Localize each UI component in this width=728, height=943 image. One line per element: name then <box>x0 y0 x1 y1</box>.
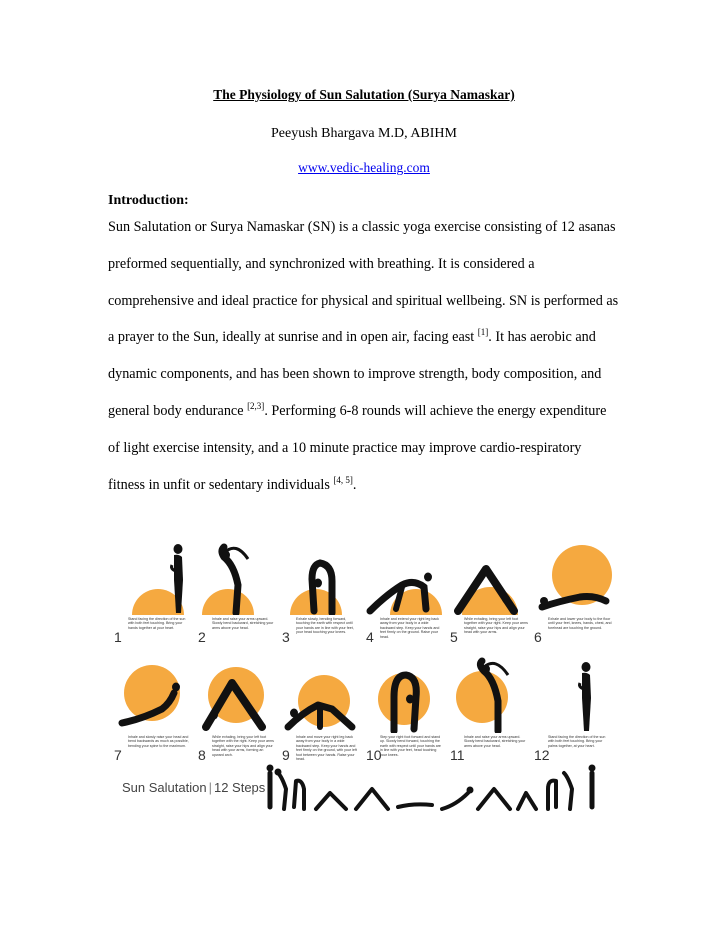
line-text: . <box>352 476 357 493</box>
figure-label <box>122 780 265 795</box>
step-number: 3 <box>282 629 290 645</box>
step-number: 5 <box>450 629 458 645</box>
citation: [4, 5] <box>333 474 353 485</box>
step-caption: Inhale and raise your arms upward. Slowly bend backward, stretching your arms above your head. <box>464 735 526 748</box>
pose-illustration <box>280 535 362 615</box>
author-line: Peeyush Bhargava M.D, ABIHM <box>270 126 457 141</box>
step-number: 6 <box>534 629 542 645</box>
step-number: 11 <box>450 747 465 763</box>
section-heading: Introduction: <box>108 193 189 208</box>
pose-illustration <box>280 653 362 733</box>
paragraph-line <box>108 327 638 364</box>
step-caption: While exhaling, bring your left foot together with the right. Keep your arms straight, raise your hips and align your head with your arms, forming an upward arch. <box>212 735 274 757</box>
step-cell <box>196 535 278 645</box>
introduction-paragraph <box>108 217 638 511</box>
paragraph-line: comprehensive and ideal practice for physical and spiritual wellbeing. SN is performed as <box>108 292 619 309</box>
pose-illustration <box>196 535 278 615</box>
step-cell <box>532 535 614 645</box>
pose-illustration <box>532 535 614 615</box>
pose-illustration <box>364 653 446 733</box>
step-number: 10 <box>366 747 382 763</box>
citation: [1] <box>477 327 489 338</box>
pose-illustration <box>448 535 530 615</box>
website-link[interactable]: www.vedic-healing.com <box>298 160 430 175</box>
step-caption: Inhale and slowly raise your head and bend backwards as much as possible, bending your spine to the maximum. <box>128 735 189 748</box>
step-cell <box>196 653 278 763</box>
step-caption: Exhale slowly, bending forward, touching the earth with respect until your hands are in line with your feet, your head touching your knees. <box>296 617 354 635</box>
paragraph-line: dynamic components, and has been shown to improve strength, body composition, and <box>108 366 602 383</box>
step-cell <box>280 535 362 645</box>
paragraph-line <box>108 475 638 512</box>
pose-illustration <box>532 653 614 733</box>
pose-illustration <box>364 535 446 615</box>
citation: [2,3] <box>247 400 265 411</box>
step-number: 12 <box>534 747 550 763</box>
line-text: . It has aerobic and <box>488 329 596 346</box>
step-caption: Exhale and lower your body to the floor until your feet, knees, hands, chest, and forehead are touching the ground. <box>548 617 612 630</box>
paragraph-line: preformed sequentially, and synchronized with breathing. It is considered a <box>108 255 535 272</box>
step-cell <box>112 653 194 763</box>
step-cell <box>280 653 362 763</box>
figure-label-divider: | <box>208 780 212 795</box>
step-cell <box>364 653 446 763</box>
step-cell <box>532 653 614 763</box>
step-caption: Stand facing the direction of the sun with both feet touching. Bring your palms together, at your heart. <box>548 735 606 748</box>
step-cell <box>448 535 530 645</box>
pose-illustration <box>112 535 194 615</box>
figure-label-main: Sun Salutation <box>122 780 207 795</box>
step-number: 4 <box>366 629 374 645</box>
paragraph-line: Sun Salutation or Surya Namaskar (SN) is a classic yoga exercise consisting of 12 asanas <box>108 219 616 235</box>
step-number: 9 <box>282 747 290 763</box>
line-text: fitness in unfit or sedentary individuals <box>108 476 334 493</box>
step-number: 2 <box>198 629 206 645</box>
step-number: 1 <box>114 629 122 645</box>
step-number: 7 <box>114 747 122 763</box>
step-cell <box>112 535 194 645</box>
line-text: general body endurance <box>108 402 248 419</box>
step-caption: Inhale and extend your right leg back away from your body in a wide backward step. Keep your hands and feet firmly on the ground. Raise your head. <box>380 617 440 639</box>
step-cell <box>448 653 530 763</box>
sun-salutation-figure <box>112 535 618 815</box>
line-text: . Performing 6-8 rounds will achieve the energy expenditure <box>264 402 607 419</box>
document-title: The Physiology of Sun Salutation (Surya Namaskar) <box>213 87 515 102</box>
paragraph-line <box>108 401 638 438</box>
figure-label-steps: 12 Steps <box>213 780 266 795</box>
pose-illustration <box>196 653 278 733</box>
step-caption: Stand facing the direction of the sun with both feet touching. Bring your hands together at your heart. <box>128 617 186 630</box>
pose-sequence-strip <box>264 763 604 813</box>
step-caption: Inhale and move your right leg back away from your body in a wide backward step. Keep your hands and feet firmly on the ground, with your left foot between your hands. Raise your head. <box>296 735 357 761</box>
paragraph-line: of light exercise intensity, and a 10 minute practice may improve cardio-respiratory <box>108 439 582 456</box>
step-caption: Step your right foot forward and stand up. Slowly bend forward, touching the earth with respect until your hands are in line with your feet, head touching your knees. <box>380 735 441 757</box>
pose-illustration <box>448 653 530 733</box>
step-cell <box>364 535 446 645</box>
step-caption: While exhaling, bring your left foot together with your right. Keep your arms straight, raise your hips and align your head with your arms. <box>464 617 528 635</box>
pose-illustration <box>112 653 194 733</box>
line-text: a prayer to the Sun, ideally at sunrise and in open air, facing east <box>108 329 478 346</box>
step-caption: Inhale and raise your arms upward. Slowly bend backward, stretching your arms above your head. <box>212 617 274 630</box>
step-number: 8 <box>198 747 206 763</box>
